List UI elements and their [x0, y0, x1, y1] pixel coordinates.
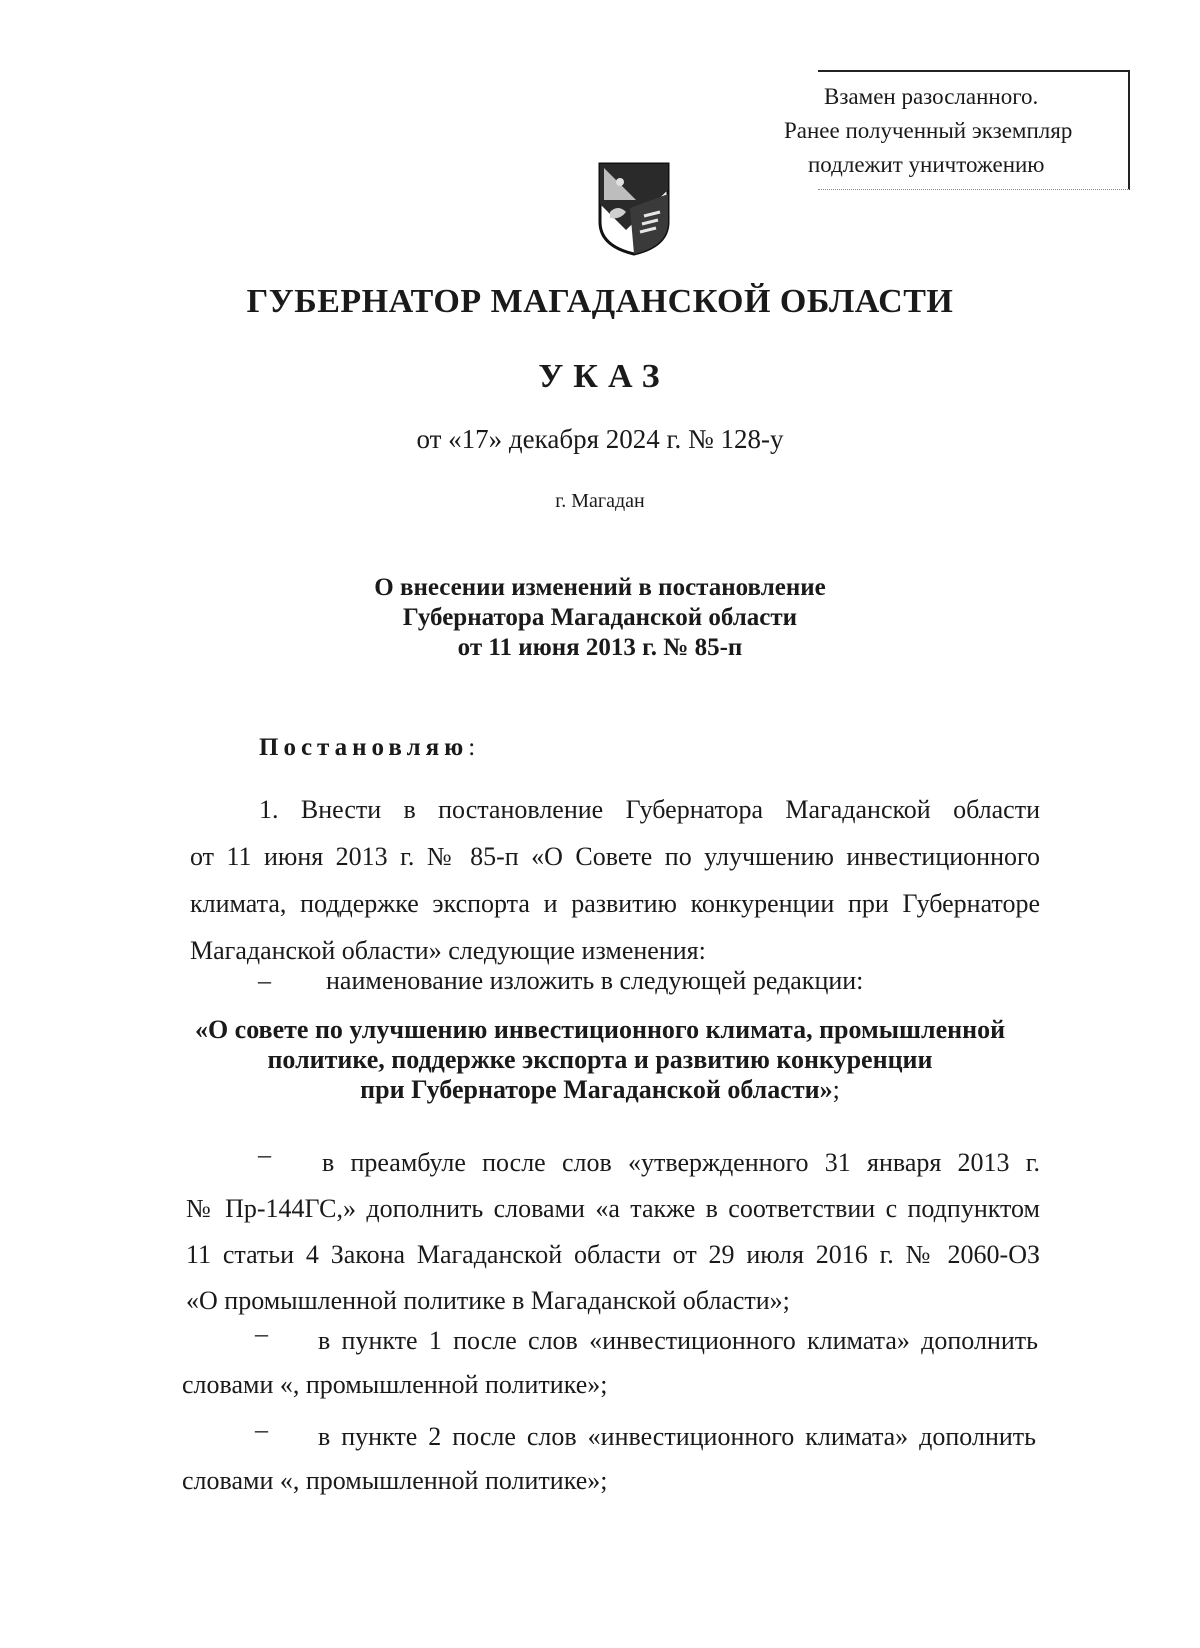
- document-date-number: от «17» декабря 2024 г. № 128-у: [416, 424, 784, 454]
- document-city: г. Магадан: [555, 490, 645, 512]
- stamp-line-1: Взамен разосланного.: [824, 84, 1039, 109]
- title-line-2: Губернатора Магаданской области: [402, 604, 798, 631]
- coat-of-arms-icon: [596, 160, 672, 256]
- new-name-line-3: [0, 1075, 1200, 1105]
- new-name-quote: [0, 1015, 1200, 1105]
- title-line-3: от 11 июня 2013 г. № 85-п: [457, 634, 743, 661]
- decree-colon: :: [468, 734, 476, 761]
- change-3-line-1: в пункте 1 после слов «инвестиционного климата» дополнить: [318, 1326, 1038, 1355]
- item-1-paragraph: [190, 786, 1040, 974]
- item-1-line-1: 1. Внести в постановление Губернатора Магаданской области: [259, 795, 1040, 824]
- document-title: [0, 573, 1200, 663]
- change-2-paragraph: [186, 1140, 1040, 1324]
- title-line-1: О внесении изменений в постановление: [374, 574, 826, 601]
- change-2-line-3: 11 статьи 4 Закона Магаданской области от 29 июля 2016 г. № 2060-ОЗ: [186, 1240, 1040, 1269]
- change-2-line-4: «О промышленной политике в Магаданской области»;: [186, 1286, 790, 1315]
- change-3-paragraph: [182, 1319, 1038, 1407]
- new-name-line-1: «О совете по улучшению инвестиционного климата, промышленной: [194, 1015, 1006, 1044]
- authority-title: ГУБЕРНАТОР МАГАДАНСКОЙ ОБЛАСТИ: [246, 283, 954, 320]
- change-3-line-2: словами «, промышленной политике»;: [182, 1370, 608, 1399]
- item-1-line-2: от 11 июня 2013 г. № 85-п «О Совете по улучшению инвестиционного: [190, 842, 1040, 871]
- change-3-dash: –: [255, 1319, 268, 1348]
- new-name-line-2: политике, поддержке экспорта и развитию конкуренции: [267, 1045, 933, 1074]
- change-2-line-1: в преамбуле после слов «утвержденного 31 января 2013 г.: [322, 1148, 1040, 1177]
- replacement-stamp: [784, 70, 1130, 190]
- change-4-paragraph: [182, 1415, 1036, 1503]
- change-4-dash: –: [255, 1415, 268, 1444]
- new-name-line-3-text: при Губернаторе Магаданской области»: [360, 1075, 833, 1104]
- decree-word: Постановляю: [259, 734, 469, 761]
- decree-heading: [259, 734, 475, 762]
- stamp-line-3: подлежит уничтожению: [808, 152, 1045, 177]
- new-name-line-3-tail: ;: [832, 1075, 840, 1104]
- change-2-dash: –: [258, 1140, 271, 1169]
- change-1-text: наименование изложить в следующей редакции:: [326, 966, 864, 995]
- change-1-dash: –: [258, 966, 271, 995]
- change-2-line-2: № Пр-144ГС,» дополнить словами «а также в соответствии с подпунктом: [186, 1194, 1040, 1223]
- item-1-line-3: климата, поддержке экспорта и развитию конкуренции при Губернаторе: [190, 889, 1040, 918]
- change-4-line-1: в пункте 2 после слов «инвестиционного климата» дополнить: [318, 1422, 1036, 1451]
- change-4-line-2: словами «, промышленной политике»;: [182, 1466, 608, 1495]
- item-1-line-4: Магаданской области» следующие изменения:: [190, 936, 706, 965]
- stamp-line-2: Ранее полученный экземпляр: [784, 118, 1073, 143]
- document-type: УКАЗ: [538, 358, 670, 395]
